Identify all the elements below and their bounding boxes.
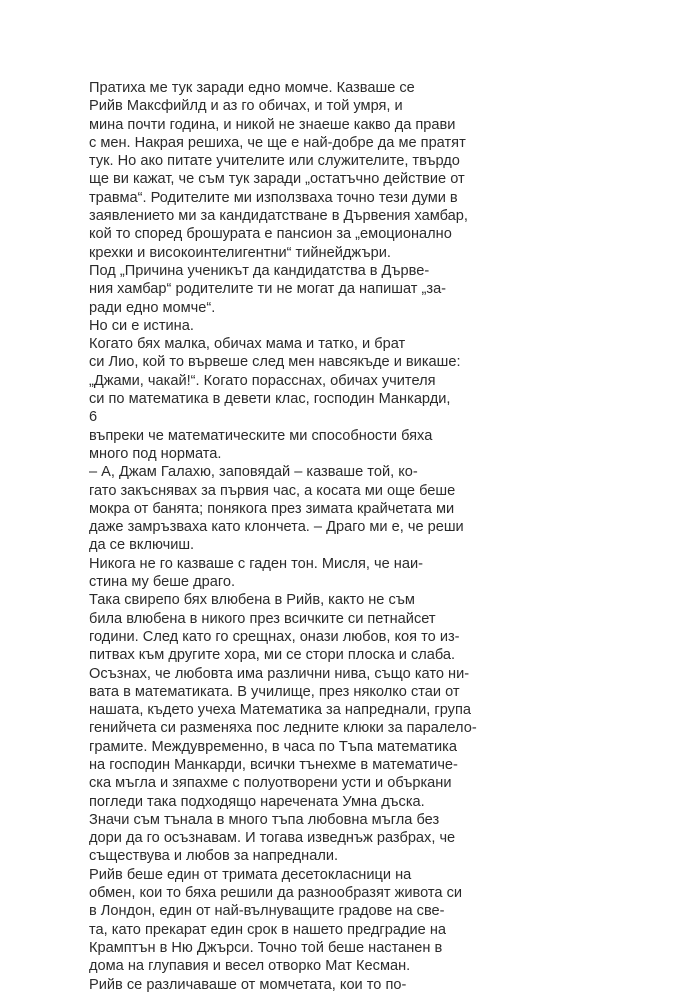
text-line: генийчета си разменяха пос ледните клюки за паралело- <box>89 720 477 737</box>
text-line: гато закъснявах за първия час, а косата ми още беше <box>89 482 456 499</box>
text-line: обмен, кои то бяха решили да разнообразят живота си <box>89 885 463 902</box>
text-line: кой то според брошурата е пансион за „емоционално <box>89 226 452 243</box>
text-line: та, като прекарат един срок в нашето предградие на <box>89 921 447 938</box>
text-line: даже замръзваха като клончета. – Драго ми е, че реши <box>89 519 464 536</box>
text-line: травма“. Родителите ми използваха точно тези думи в <box>89 189 458 206</box>
text-line: дори да го осъзнавам. И тогава изведнъж разбрах, че <box>89 830 456 847</box>
text-line: в Лондон, един от най-вълнуващите градове на све- <box>89 903 445 920</box>
text-line: Крамптън в Ню Джърси. Точно той беше настанен в <box>89 939 443 956</box>
text-line: Рийв се различаваше от момчетата, кои то по- <box>89 976 407 993</box>
body-text <box>89 79 629 994</box>
text-line: грамите. Междувременно, в часа по Тъпа математика <box>89 738 457 755</box>
text-line: много под нормата. <box>89 445 222 462</box>
text-line: въпреки че математическите ми способности бяха <box>89 427 433 444</box>
text-line: ска мъгла и зяпахме с полуотворени усти и объркани <box>89 775 452 792</box>
text-line: заявлението ми за кандидатстване в Дървения хамбар, <box>89 208 468 225</box>
text-line: Рийв беше един от тримата десетокласници на <box>89 866 412 883</box>
text-line: Под „Причина ученикът да кандидатства в Дърве- <box>89 262 430 279</box>
text-line: мокра от банята; понякога през зимата крайчетата ми <box>89 500 455 517</box>
text-line: крехки и високоинтелигентни“ тийнейджъри. <box>89 244 391 261</box>
text-line: Рийв Максфийлд и аз го обичах, и той умря, и <box>89 98 403 115</box>
text-line: тук. Но ако питате учителите или служителите, твърдо <box>89 153 460 170</box>
text-line: Пратиха ме тук заради едно момче. Казваше се <box>89 80 415 96</box>
text-line: Никога не го казваше с гаден тон. Мисля, че наи- <box>89 555 423 572</box>
text-line: Така свирепо бях влюбена в Рийв, както не съм <box>89 592 415 609</box>
text-line: ради едно момче“. <box>89 299 216 316</box>
text-line: ще ви кажат, че съм тук заради „остатъчно действие от <box>89 171 465 188</box>
text-line: Когато бях малка, обичах мама и татко, и брат <box>89 336 406 353</box>
text-line: „Джами, чакай!“. Когато порасснах, обичах учителя <box>89 372 436 389</box>
text-line: – А, Джам Галахю, заповядай – казваше той, ко- <box>89 464 418 481</box>
text-line: 6 <box>89 409 98 426</box>
text-line: с мен. Накрая решиха, че ще е най-добре да ме пратят <box>89 134 466 151</box>
text-line: Но си е истина. <box>89 317 194 334</box>
text-line: Осъзнах, че любовта има различни нива, също като ни- <box>89 665 470 682</box>
text-line: години. След като го срещнах, онази любов, коя то из- <box>89 628 460 645</box>
text-line: нашата, където учеха Математика за напреднали, група <box>89 702 471 719</box>
text-line: ния хамбар“ родителите ти не могат да напишат „за- <box>89 281 447 298</box>
text-line: стина му беше драго. <box>89 574 236 591</box>
text-line: си Лио, кой то вървеше след мен навсякъде и викаше: <box>89 354 461 371</box>
text-line: мина почти година, и никой не знаеше какво да прави <box>89 116 456 133</box>
text-line: съществува и любов за напреднали. <box>89 848 339 865</box>
text-line: на господин Манкарди, всички тънехме в математиче- <box>89 756 458 773</box>
text-line: си по математика в девети клас, господин Манкарди, <box>89 391 451 408</box>
text-line: да се включиш. <box>89 537 195 554</box>
text-line: вата в математиката. В училище, през няколко стаи от <box>89 683 460 700</box>
text-line: Значи съм тънала в много тъпа любовна мъгла без <box>89 811 440 828</box>
text-line: дома на глупавия и весел отворко Мат Кесман. <box>89 958 411 975</box>
text-line: била влюбена в никого през всичките си петнайсет <box>89 610 436 627</box>
text-line: погледи така подходящо наречената Умна дъска. <box>89 793 425 810</box>
text-line: питвах към другите хора, ми се стори плоска и слаба. <box>89 647 456 664</box>
